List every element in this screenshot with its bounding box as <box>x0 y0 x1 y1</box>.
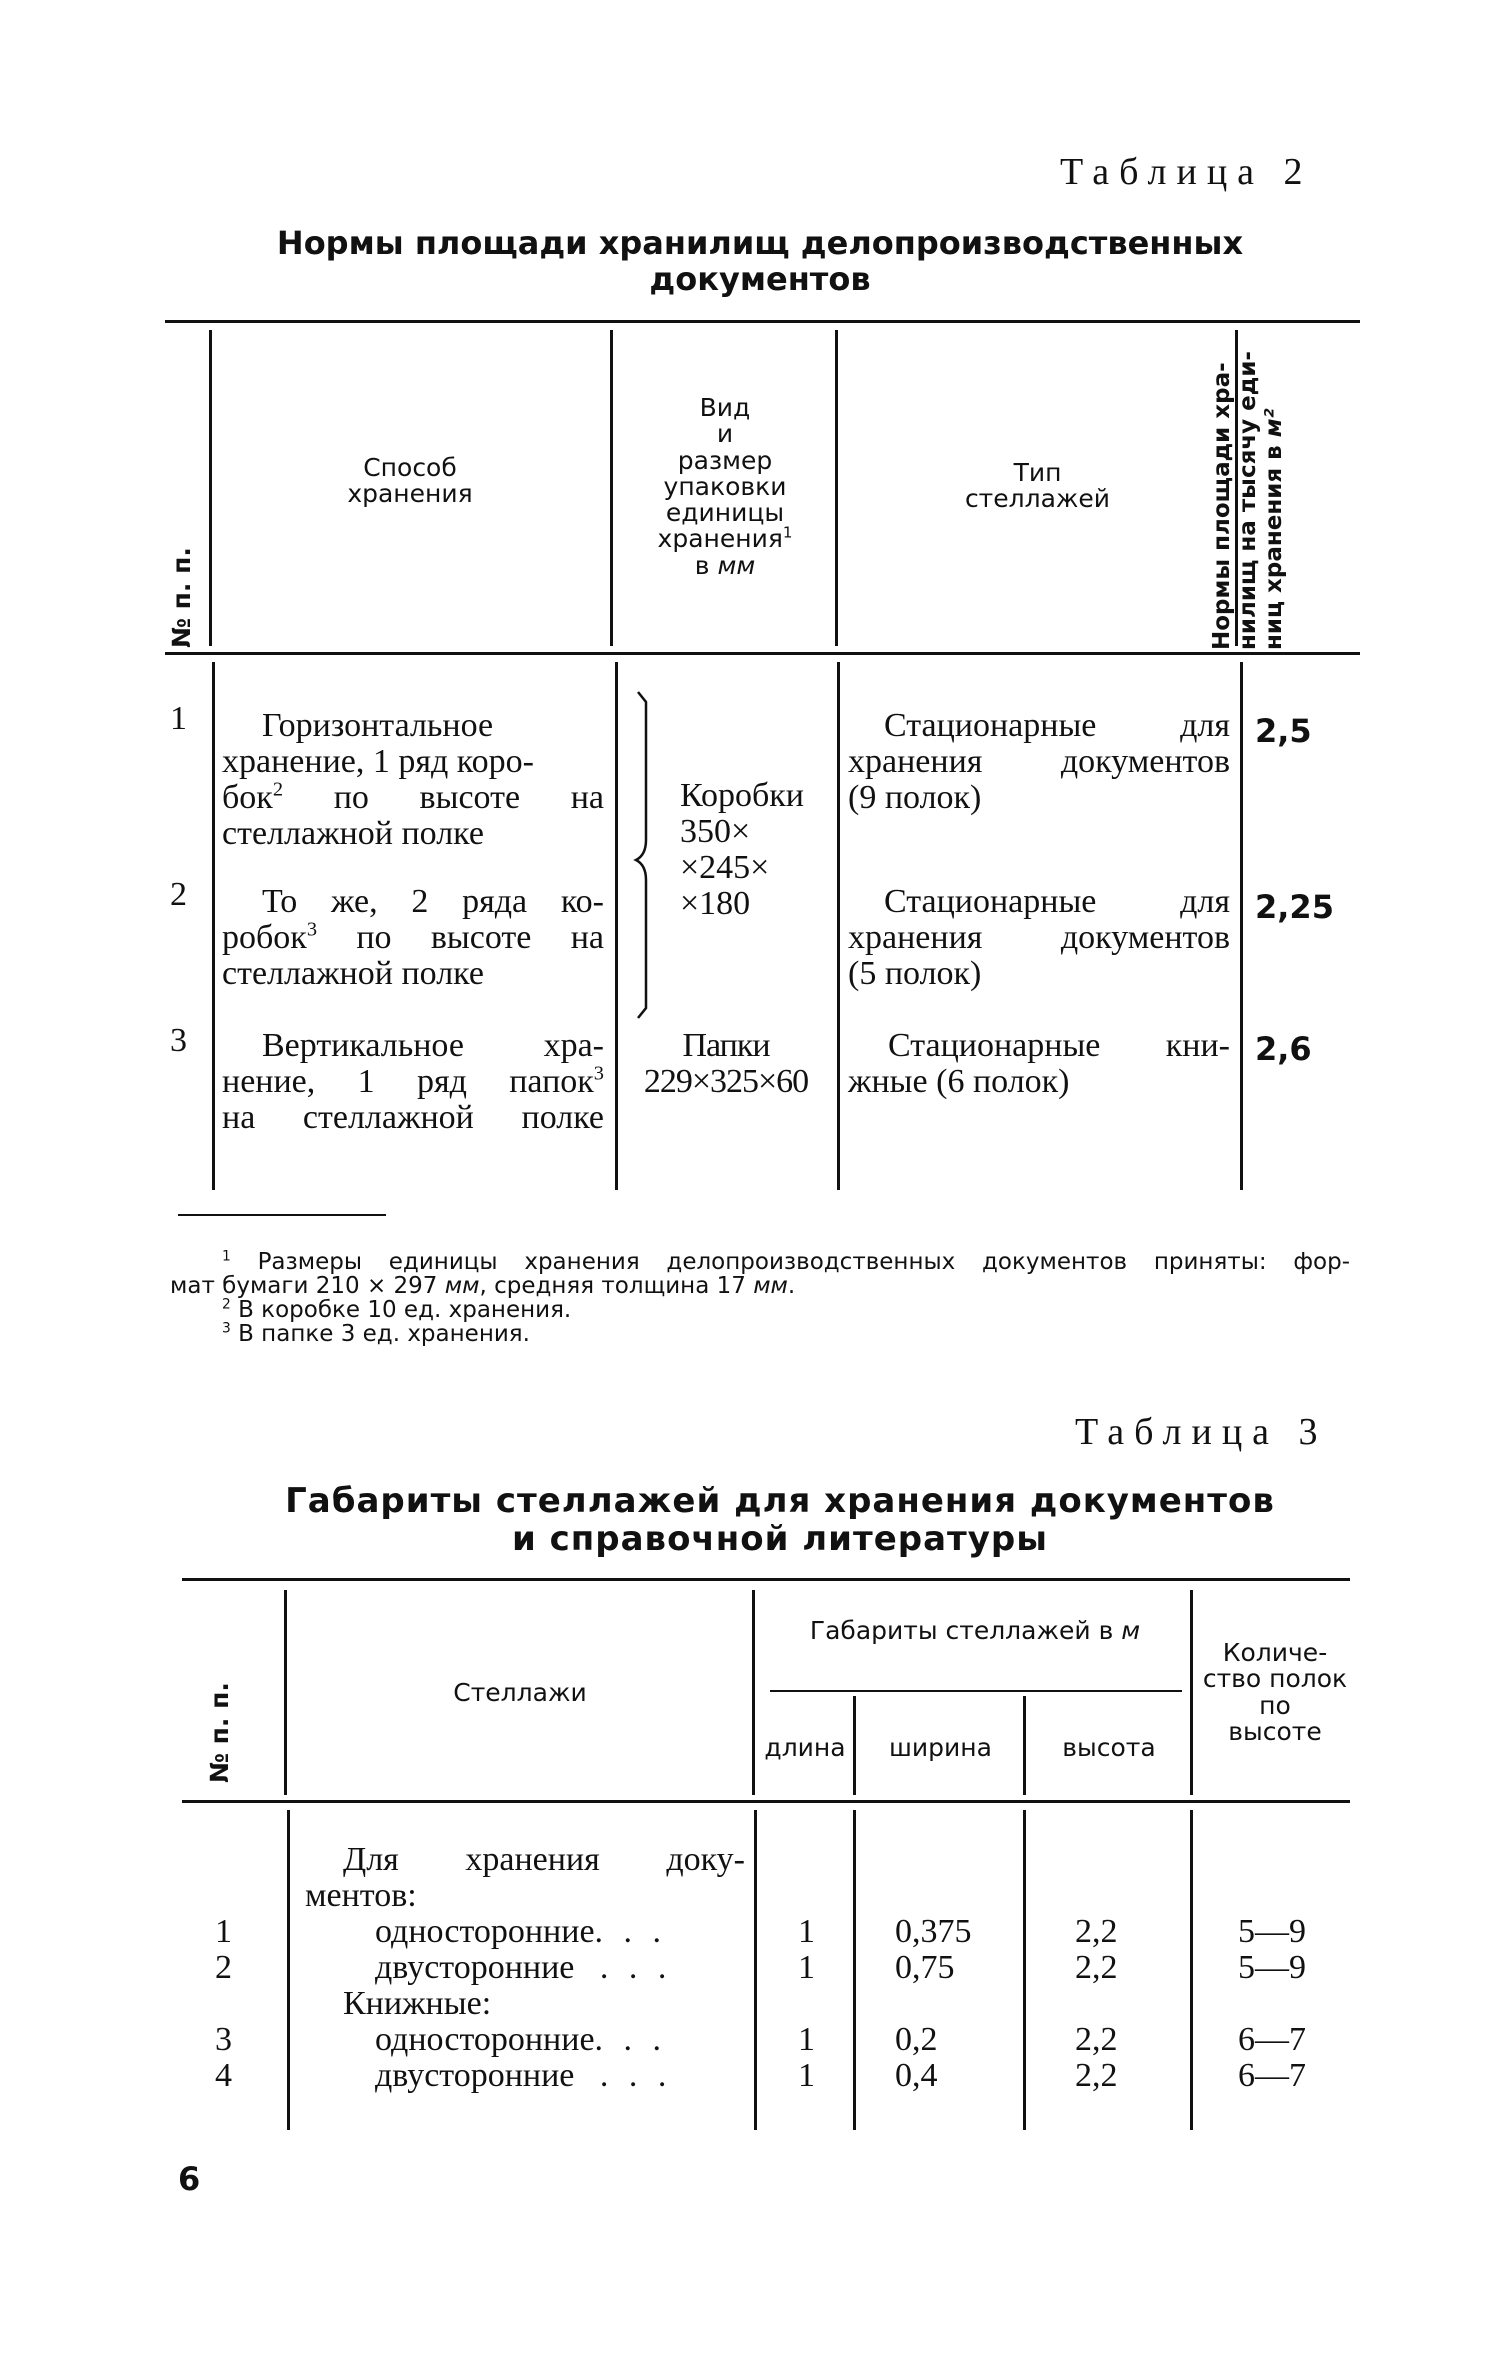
table-2-row-2-rack <box>848 884 1230 992</box>
table-3-vline <box>1190 1810 1193 2130</box>
text-line <box>222 920 604 956</box>
table-3-dims-rule <box>770 1690 1182 1692</box>
table-3-row-3-length: 1 <box>798 2021 815 2058</box>
table-3-vline <box>853 1810 856 2130</box>
footnote-text: В коробке 10 ед. хранения. <box>238 1297 572 1323</box>
unit: мм <box>717 550 756 580</box>
table-3-header-shelves <box>1195 1640 1355 1745</box>
header-line: высоте <box>1228 1716 1322 1746</box>
table-2-row-2-num: 2 <box>170 876 187 913</box>
table-3-vline <box>754 1810 757 2130</box>
text-line: Стационарные для <box>884 707 1230 744</box>
table-2-row-3-norm: 2,6 <box>1255 1030 1312 1068</box>
table-2-vline <box>615 662 618 1190</box>
header-line <box>615 523 835 554</box>
text-line: 229×325×60 <box>643 1063 809 1100</box>
table-2-top-rule <box>165 320 1360 323</box>
table-2-header-rule <box>165 652 1360 655</box>
footnote-2 <box>170 1298 1350 1322</box>
table-3-row-2-name <box>375 1950 672 1986</box>
text-line: Папки <box>682 1027 770 1064</box>
table-2-vline <box>212 662 215 1190</box>
table-3-title <box>180 1482 1380 1558</box>
table-2-title-line-2: документов <box>649 260 871 298</box>
footnote-mark: 3 <box>306 918 318 941</box>
text-word: односторонние <box>375 1913 595 1950</box>
text-line: стеллажной полке <box>222 955 484 992</box>
text-word: по высоте на <box>317 919 604 956</box>
header-line: Вид <box>699 393 751 422</box>
text-line: Горизонтальное <box>262 707 494 744</box>
table-3-row-1-length: 1 <box>798 1913 815 1950</box>
footnote-mark: 1 <box>222 1248 231 1265</box>
page-number: 6 <box>178 2160 201 2198</box>
header-line: по <box>1259 1690 1291 1720</box>
footnote-mark: 3 <box>222 1320 231 1337</box>
footnote-mark: 1 <box>782 523 793 542</box>
header-line: Нормы площади хра- <box>1209 362 1235 650</box>
table-3-row-1-width: 0,375 <box>895 1913 972 1950</box>
text-word: по высоте на <box>283 779 604 816</box>
text-line: стеллажной полке <box>222 815 484 852</box>
table-2-row-1-rack <box>848 708 1230 816</box>
table-3-label: Таблица 3 <box>1075 1411 1328 1453</box>
text-line: жные (6 полок) <box>848 1063 1070 1100</box>
table-2-boxes <box>680 778 840 922</box>
table-3-header-num: № п. п. <box>204 1682 234 1784</box>
table-3-row-1-name <box>375 1914 667 1950</box>
table-3-row-2-num: 2 <box>215 1949 232 1986</box>
text-line: Коробки <box>680 777 804 814</box>
leader-dots: . . . <box>599 1949 673 1986</box>
table-3-vline <box>287 1810 290 2130</box>
text-line <box>222 780 604 816</box>
text-line: (5 полок) <box>848 955 982 992</box>
table-2-vline <box>1240 662 1243 1190</box>
table-3-vline <box>853 1696 856 1795</box>
header-line: ство полок <box>1202 1664 1348 1694</box>
table-2-row-2-norm: 2,25 <box>1255 888 1334 926</box>
table-3-row-3-num: 3 <box>215 2021 232 2058</box>
table-2-row-3-rack <box>848 1028 1230 1100</box>
leader-dots: . . . <box>599 2057 673 2094</box>
table-3-vline <box>284 1590 287 1795</box>
footnote-mark: 2 <box>222 1296 231 1313</box>
footnote-1-line-2 <box>170 1274 1350 1298</box>
table-2-row-3-num: 3 <box>170 1022 187 1059</box>
table-2-header-num: № п. п. <box>166 547 196 649</box>
header-line: Способ <box>363 453 457 482</box>
header-word: ниц хранения в <box>1261 445 1287 650</box>
table-3-row-2-shelves: 5—9 <box>1238 1949 1306 1986</box>
header-line: размер <box>677 445 773 475</box>
table-3-row-3-name <box>375 2022 667 2058</box>
header-line: упаковки <box>663 471 787 501</box>
text-line: хранения документов <box>848 743 1230 780</box>
header-line <box>1261 338 1287 650</box>
text-line: на стеллажной полке <box>222 1099 604 1136</box>
text-line: Вертикальное хра- <box>262 1027 604 1064</box>
table-2-title-line-1: Нормы площади хранилищ делопроизводственных <box>276 224 1244 262</box>
table-2-label: Таблица 2 <box>1060 151 1313 193</box>
text-word: двусторонние <box>375 2057 575 2094</box>
table-3-row-2-length: 1 <box>798 1949 815 1986</box>
text-word: односторонние <box>375 2021 595 2058</box>
table-3-row-1-height: 2,2 <box>1075 1913 1118 1950</box>
table-2-header-method <box>215 455 605 508</box>
table-2-vline <box>209 330 212 646</box>
table-3-vline <box>1190 1590 1193 1795</box>
header-word: Габариты стеллажей в <box>809 1616 1114 1645</box>
table-3-row-2-width: 0,75 <box>895 1949 955 1986</box>
table-3-top-rule <box>182 1578 1350 1581</box>
header-word: хранения <box>657 524 783 554</box>
text-line <box>222 1064 604 1100</box>
text-line: ментов: <box>305 1877 417 1914</box>
text-word: нение, 1 ряд папок <box>222 1063 594 1100</box>
table-3-row-4-width: 0,4 <box>895 2057 938 2094</box>
table-2-vline <box>610 330 613 646</box>
table-2-header-norm <box>1209 338 1287 650</box>
text-line: Для хранения доку- <box>343 1841 745 1878</box>
unit: м <box>1121 1616 1141 1645</box>
table-3-row-1-num: 1 <box>215 1913 232 1950</box>
text-line: хранение, 1 ряд коро- <box>222 743 534 780</box>
header-line: нилищ на тысячу еди- <box>1235 351 1261 650</box>
table-3-group-books: Книжные: <box>343 1985 492 2022</box>
table-3-row-3-width: 0,2 <box>895 2021 938 2058</box>
table-3-row-4-shelves: 6—7 <box>1238 2057 1306 2094</box>
table-3-row-4-length: 1 <box>798 2057 815 2094</box>
footnote-text: . <box>787 1273 796 1299</box>
table-3-header-dims <box>760 1618 1190 1644</box>
table-3-row-4-height: 2,2 <box>1075 2057 1118 2094</box>
table-3-row-1-shelves: 5—9 <box>1238 1913 1306 1950</box>
header-line: единицы <box>665 498 785 527</box>
table-3-row-3-shelves: 6—7 <box>1238 2021 1306 2058</box>
table-2-title <box>160 225 1360 297</box>
text-word: бок <box>222 779 273 816</box>
unit: мм <box>753 1273 788 1299</box>
text-line: 350× <box>680 813 751 850</box>
footnote-3 <box>170 1322 1350 1346</box>
table-3-header-length: длина <box>764 1733 846 1762</box>
table-3-header-racks: Стеллажи <box>453 1678 587 1707</box>
table-3-vline <box>1023 1696 1026 1795</box>
table-3-row-4-name <box>375 2058 672 2094</box>
table-3-vline <box>752 1590 755 1795</box>
header-line: Тип <box>1013 458 1062 487</box>
footnote-text: , средняя толщина 17 <box>479 1273 746 1299</box>
text-line: Стационарные для <box>884 883 1230 920</box>
table-3-title-line-1: Габариты стеллажей для хранения документов <box>285 1481 1275 1521</box>
text-line: ×180 <box>680 885 751 922</box>
leader-dots: . . . <box>594 2021 668 2058</box>
text-line: Стационарные кни- <box>888 1027 1230 1064</box>
table-2-row-3-method <box>222 1028 604 1136</box>
table-2-header-rack <box>840 460 1235 513</box>
table-2-row-1-norm: 2,5 <box>1255 712 1312 750</box>
text-line: ×245× <box>680 849 770 886</box>
table-2-row-1-num: 1 <box>170 700 187 737</box>
table-3-header-height: высота <box>1062 1733 1156 1762</box>
text-line: (9 полок) <box>848 779 982 816</box>
leader-dots: . . . <box>594 1913 668 1950</box>
table-3-row-3-height: 2,2 <box>1075 2021 1118 2058</box>
text-word: робок <box>222 919 307 956</box>
table-2-row-3-pack <box>615 1028 837 1100</box>
footnote-text: мат бумаги 210 × 297 <box>170 1273 438 1299</box>
header-line: стеллажей <box>964 484 1111 514</box>
table-3-group-documents <box>305 1842 745 1914</box>
footnote-rule <box>178 1214 386 1216</box>
text-line: То же, 2 ряда ко- <box>262 883 604 920</box>
table-2-row-1-method <box>222 708 604 852</box>
table-2-row-2-method <box>222 884 604 992</box>
footnote-1-line-1 <box>170 1250 1350 1274</box>
table-2-vline <box>837 662 840 1190</box>
unit: м² <box>1261 408 1287 438</box>
footnote-text: В папке 3 ед. хранения. <box>238 1321 530 1347</box>
table-2-vline <box>835 330 838 646</box>
header-line: хранения <box>347 479 473 509</box>
table-2-header-pack <box>615 395 835 579</box>
brace-icon <box>632 690 672 1020</box>
text-word: двусторонние <box>375 1949 575 1986</box>
footnote-mark: 3 <box>593 1062 604 1085</box>
table-3-row-4-num: 4 <box>215 2057 232 2094</box>
header-line: Количе- <box>1222 1638 1328 1667</box>
header-line <box>615 550 835 580</box>
table-3-header-rule <box>182 1800 1350 1803</box>
text-line: хранения документов <box>848 919 1230 956</box>
header-line: и <box>716 419 734 449</box>
table-3-title-line-2: и справочной литературы <box>511 1519 1049 1559</box>
header-word: в <box>694 550 710 580</box>
unit: мм <box>444 1273 480 1299</box>
table-3-header-width: ширина <box>889 1733 992 1762</box>
table-2-footnotes <box>170 1250 1350 1346</box>
table-3-vline <box>1023 1810 1026 2130</box>
footnote-mark: 2 <box>272 778 284 801</box>
table-3-row-2-height: 2,2 <box>1075 1949 1118 1986</box>
footnote-text: Размеры единицы хранения делопроизводственных документов приняты: фор- <box>257 1249 1351 1275</box>
